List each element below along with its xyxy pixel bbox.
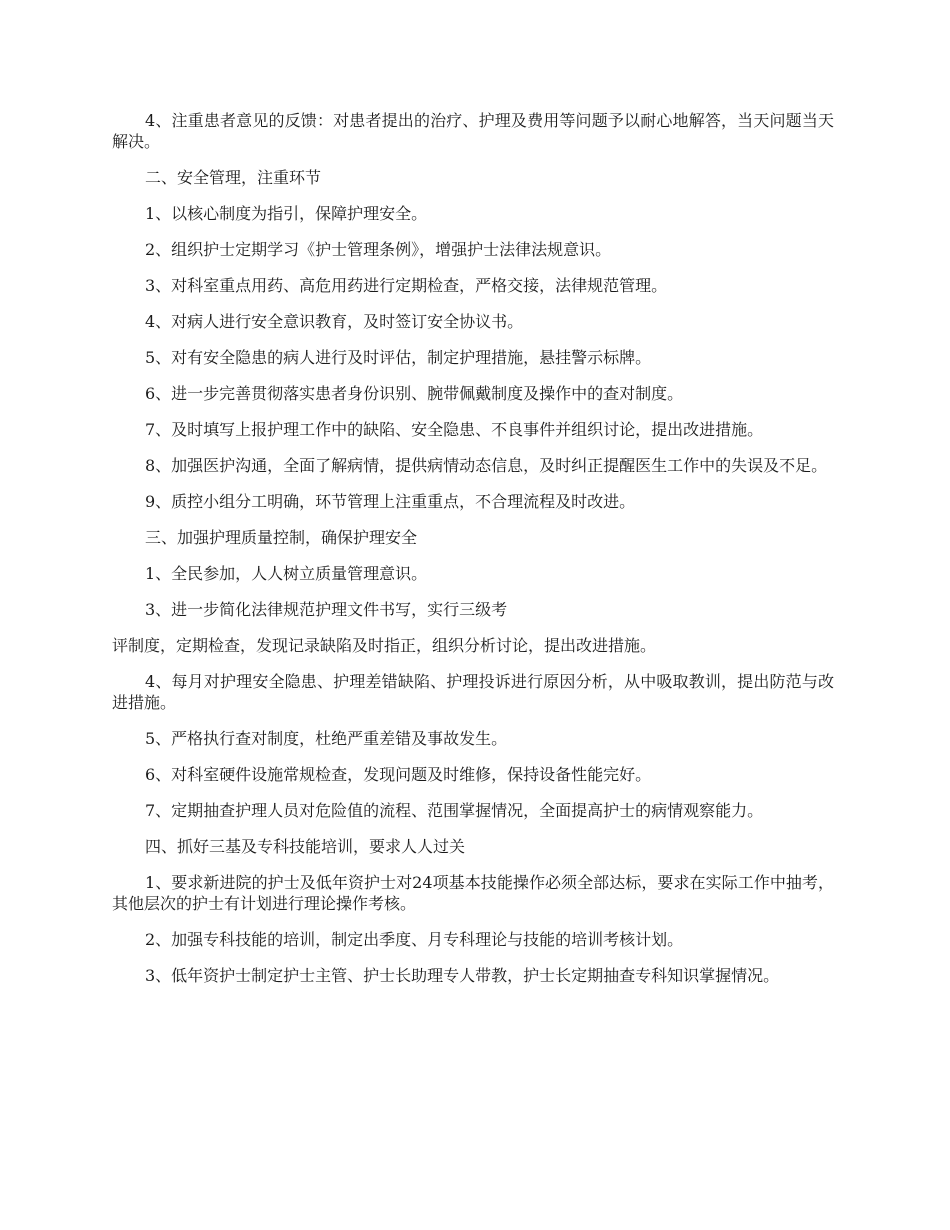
paragraph-safety-2: 2、组织护士定期学习《护士管理条例》，增强护士法律法规意识。 [145,240,612,259]
paragraph-safety-9: 9、质控小组分工明确，环节管理上注重重点，不合理流程及时改进。 [145,492,636,511]
section-heading-training: 四、抓好三基及专科技能培训，要求人人过关 [145,837,466,856]
paragraph-safety-7: 7、及时填写上报护理工作中的缺陷、安全隐患、不良事件并组织讨论，提出改进措施。 [145,420,764,439]
section-heading-safety: 二、安全管理，注重环节 [145,168,322,187]
paragraph-quality-1: 1、全民参加，人人树立质量管理意识。 [145,564,428,583]
paragraph-training-2: 2、加强专科技能的培训，制定出季度、月专科理论与技能的培训考核计划。 [145,930,684,949]
paragraph-quality-3-continued: 评制度，定期检查，发现记录缺陷及时指正，组织分析讨论，提出改进措施。 [112,636,657,655]
paragraph-safety-6: 6、进一步完善贯彻落实患者身份识别、腕带佩戴制度及操作中的查对制度。 [145,384,684,403]
document-body [112,110,834,1001]
paragraph-feedback: 4、注重患者意见的反馈：对患者提出的治疗、护理及费用等问题予以耐心地解答，当天问题当天解决。 [112,111,834,151]
paragraph-safety-3: 3、对科室重点用药、高危用药进行定期检查，严格交接，法律规范管理。 [145,276,668,295]
paragraph-safety-8: 8、加强医护沟通，全面了解病情，提供病情动态信息，及时纠正提醒医生工作中的失误及不足。 [145,456,828,475]
paragraph-quality-3: 3、进一步简化法律规范护理文件书写，实行三级考 [145,600,508,619]
paragraph-safety-1: 1、以核心制度为指引，保障护理安全。 [145,204,428,223]
paragraph-training-3: 3、低年资护士制定护士主管、护士长助理专人带教，护士长定期抽查专科知识掌握情况。 [145,966,780,985]
paragraph-quality-6: 6、对科室硬件设施常规检查，发现问题及时维修，保持设备性能完好。 [145,765,652,784]
paragraph-quality-4: 4、每月对护理安全隐患、护理差错缺陷、护理投诉进行原因分析，从中吸取教训，提出防范与改进措施。 [112,672,834,712]
section-heading-quality: 三、加强护理质量控制，确保护理安全 [145,528,418,547]
paragraph-quality-5: 5、严格执行查对制度，杜绝严重差错及事故发生。 [145,729,508,748]
paragraph-quality-7: 7、定期抽查护理人员对危险值的流程、范围掌握情况，全面提高护士的病情观察能力。 [145,801,764,820]
paragraph-safety-4: 4、对病人进行安全意识教育，及时签订安全协议书。 [145,312,524,331]
paragraph-training-1: 1、要求新进院的护士及低年资护士对24项基本技能操作必须全部达标，要求在实际工作中抽考，其他层次的护士有计划进行理论操作考核。 [112,873,834,913]
paragraph-safety-5: 5、对有安全隐患的病人进行及时评估，制定护理措施，悬挂警示标牌。 [145,348,652,367]
